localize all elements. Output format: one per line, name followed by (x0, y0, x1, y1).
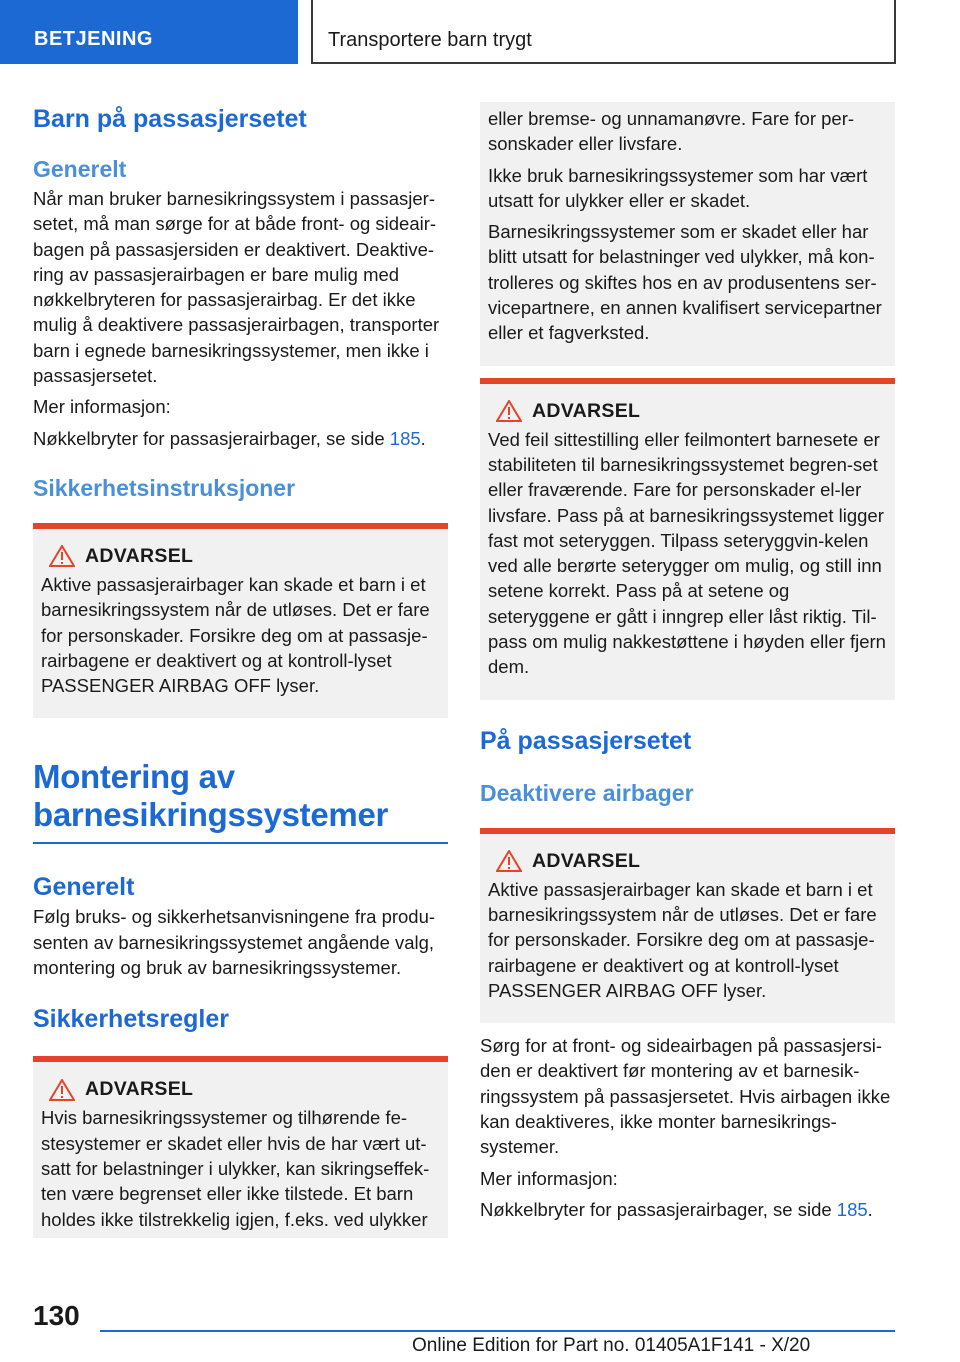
page-number: 130 (33, 1300, 80, 1331)
heading-barn-pa-passasjersetet: Barn på passasjersetet (33, 105, 307, 133)
warning-box (33, 523, 448, 718)
warning-header (49, 545, 440, 568)
paragraph-generelt-2: Følg bruks- og sikkerhetsanvisningene fra produ-senten av barnesikringssystemet angående valg, montering og bruk av barnesikringssystemer. (33, 906, 436, 979)
cross-reference (480, 1197, 895, 1222)
warning-text: Aktive passasjerairbager kan skade et barn i et barnesikringssystem når de utløses. Det er fare for personskader. Forsikre deg om at passasje-rairbagene er deaktivert og at kontroll-lyset PASSENGER AIRBAG OFF lyser. (41, 573, 430, 697)
warning-continued-text-2: Ikke bruk barnesikringssystemer som har vært utsatt for ulykker eller er skadet. (488, 164, 868, 211)
warning-triangle-icon (496, 850, 522, 872)
header-chapter-label: Transportere barn trygt (328, 29, 532, 51)
warning-continued-text-1: eller bremse- og unnamanøvre. Fare for per-sonskader eller livsfare. (488, 108, 855, 155)
warning-title: ADVARSEL (85, 544, 194, 567)
more-info-label: Mer informasjon: (33, 396, 171, 418)
warning-header (49, 1078, 440, 1101)
warning-title: ADVARSEL (85, 1078, 194, 1101)
heading-sikkerhetsinstruksjoner: Sikkerhetsinstruksjoner (33, 474, 296, 501)
heading-generelt: Generelt (33, 156, 127, 182)
header-section-tab (0, 0, 298, 64)
warning-header (496, 400, 887, 423)
header-chapter-box (311, 0, 896, 64)
heading-sikkerhetsregler: Sikkerhetsregler (33, 1005, 229, 1034)
warning-box (480, 378, 895, 700)
warning-box (33, 1056, 448, 1237)
warning-box-continued (480, 102, 895, 366)
warning-triangle-icon (49, 545, 75, 567)
more-info-label: Mer informasjon: (480, 1167, 618, 1189)
footer-divider (100, 1330, 895, 1332)
section-divider (33, 842, 448, 844)
warning-text: Hvis barnesikringssystemer og tilhørende fe-stesystemer er skadet eller hvis de har vært ut-satt for belastninger i ulykker, kan sikringseffek-ten være begrenset eller ikke tilstede. Et barn holdes ikke tilstrekkelig igjen, f.eks. ved ulykker (41, 1107, 430, 1230)
page-link-185[interactable]: 185 (389, 427, 421, 449)
heading-generelt-2: Generelt (33, 873, 135, 902)
cross-reference (33, 426, 448, 451)
paragraph-generelt: Når man bruker barnesikringssystem i passasjer-setet, må man sørge for at både front- og sideair-bagen på passasjersiden er deaktivert. Deaktive-ring av passasjerairbagen er bare mulig med nøkkelbryteren for passasjerairbag. Er det ikke mulig å deaktivere passasjerairbagen, transporter barn i egnede barnesikringssystemer, men ikke i passasjersetet. (33, 188, 440, 387)
cross-reference-text: Nøkkelbryter for passasjerairbager, se side (480, 1198, 837, 1220)
warning-continued-text-3: Barnesikringssystemer som er skadet eller har blitt utsatt for belastninger ved ulykker, må kon-trolleres og skiftes hos en av produsentens ser-vicepartnere, en annen kvalifisert servicepartner eller et fagverksted. (488, 221, 882, 344)
warning-triangle-icon (496, 400, 522, 422)
cross-reference-end: . (420, 427, 426, 449)
warning-title: ADVARSEL (532, 399, 641, 422)
paragraph-sorg-for: Sørg for at front- og sideairbagen på passasjersi-den er deaktivert før montering av et barnesik-ringssystem på passasjersetet. Hvis airbagen ikke kan deaktiveres, ikke monter barnesikrings-systemer. (480, 1035, 891, 1158)
page-link-185[interactable]: 185 (836, 1198, 868, 1220)
cross-reference-text: Nøkkelbryter for passasjerairbager, se side (33, 427, 390, 449)
warning-text: Ved feil sittestilling eller feilmontert barnesete er stabiliteten til barnesikringssystemet begren-set eller fraværende. Fare for personskader el-ler livsfare. Pass på at barnesikringssystemet ligger fast mot seteryggen. Tilpass seteryggvin-kelen ved alle berørte seterygger om mulig, og still inn setene korrekt. Pass på at setene og seteryggene er gått i inngrep eller låst riktig. Til-pass om mulig nakkestøttene i høyden eller fjern dem. (488, 428, 886, 678)
cross-reference-end: . (867, 1198, 873, 1220)
heading-deaktivere-airbager: Deaktivere airbager (480, 779, 694, 806)
heading-pa-passasjersetet: På passasjersetet (480, 726, 692, 755)
warning-header (496, 850, 887, 873)
footer-edition-text: Online Edition for Part no. 01405A1F141 - X/20 (412, 1335, 811, 1356)
warning-text: Aktive passasjerairbager kan skade et barn i et barnesikringssystem når de utløses. Det er fare for personskader. Forsikre deg om at passasje-rairbagene er deaktivert og at kontroll-lyset PASSENGER AIRBAG OFF lyser. (488, 878, 877, 1001)
heading-montering (33, 758, 448, 834)
right-column (480, 102, 895, 1222)
header-section-label: BETJENING (34, 28, 153, 50)
heading-montering-line2: barnesikringssystemer (33, 796, 389, 834)
warning-triangle-icon (49, 1079, 75, 1101)
left-column (33, 100, 448, 1238)
warning-box (480, 828, 895, 1023)
heading-montering-line1: Montering av (33, 758, 235, 796)
warning-title: ADVARSEL (532, 849, 641, 872)
